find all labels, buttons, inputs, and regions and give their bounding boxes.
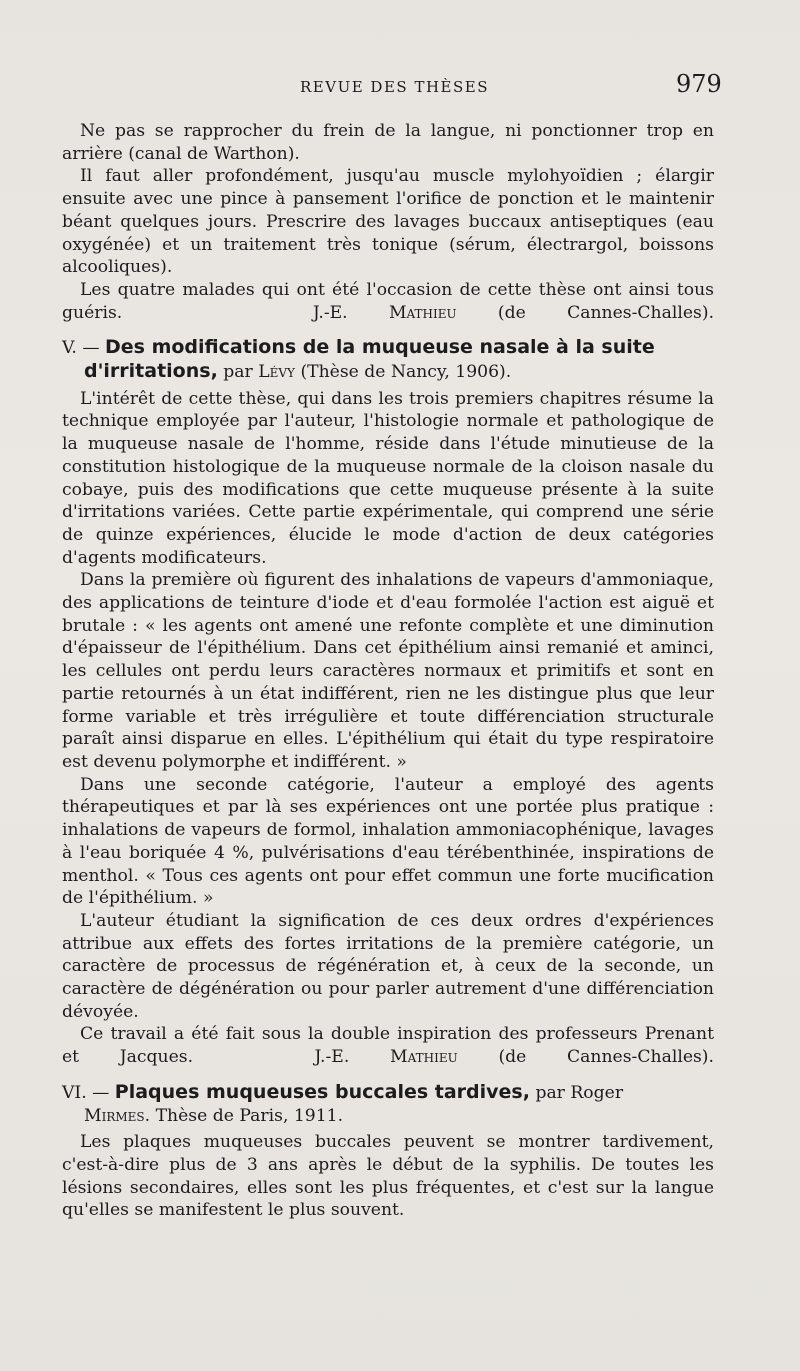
section-number: VI. — (62, 1082, 110, 1103)
paragraph: L'intérêt de cette thèse, qui dans les trois premiers chapitres résume la technique employée par l'auteur, l'histologie normale et pathologique de la muqueuse nasale de l'homme, réside dans l'étude minutieuse de la constitution histologique de la muqueuse normale de la cloison nasale du cobaye, puis des modifications que cette muqueuse présente à la suite d'irritations variées. Cette partie expérimentale, qui comprend une série de quinze expériences, élucide le mode d'action de deux catégories d'agents modificateurs. (62, 388, 714, 568)
signature-place: (de Cannes-Challes). (498, 1047, 714, 1068)
section-title: Plaques muqueuses buccales tardives, (114, 1080, 530, 1103)
paragraph-signed (62, 1023, 714, 1068)
section-author: Lévy (258, 362, 295, 383)
paragraph-signed (62, 279, 714, 324)
paragraph-text: Les quatre malades qui ont été l'occasion de cette thèse ont ainsi tous guéris. (62, 279, 714, 323)
paragraph: Ne pas se rapprocher du frein de la langue, ni ponctionner trop en arrière (canal de Warthon). (62, 121, 714, 164)
signature-place: (de Cannes-Challes). (497, 302, 715, 323)
paragraph: Il faut aller profondément, jusqu'au muscle mylohyoïdien ; élargir ensuite avec une pince à pansement l'orifice de ponction et le maintenir béant quelques jours. Prescrire des lavages buccaux antiseptiques (eau oxygénée) et un traitement très tonique (sérum, électrargol, boissons alcooliques). (62, 166, 714, 278)
section-par: par (223, 362, 253, 383)
section-title: Des modifications de la muqueuse nasale à la suite (105, 336, 655, 359)
paragraph: L'auteur étudiant la signification de ces deux ordres d'expériences attribue aux effets des fortes irritations de la première catégorie, un caractère de processus de régénération et, à ceux de la seconde, un caractère de dégénération ou pour parler autrement d'une différenciation dévoyée. (62, 910, 714, 1022)
paragraph: Dans la première où figurent des inhalations de vapeurs d'ammoniaque, des applications de teinture d'iode et d'eau formolée l'action est aiguë et brutale : « les agents ont amené une refonte complète et une diminution d'épaisseur de l'épithélium. Dans cet épithélium ainsi remanié et aminci, les cellules ont perdu leurs caractères normaux et primitifs et sont en partie retournés à un état indifférent, rien ne les distingue plus que leur forme variable et très irrégulière et toute différenciation structurale paraît ainsi disparue en elles. L'épithélium qui était du type respiratoire est devenu polymorphe et indifférent. » (62, 570, 714, 772)
paragraph: Dans une seconde catégorie, l'auteur a employé des agents thérapeutiques et par là ses expériences ont une portée plus pratique : inhalations de vapeurs de formol, inhalation ammoniacophénique, lavages à l'eau boriquée 4 %, pulvérisations d'eau térébenthinée, inspirations de menthol. « Tous ces agents ont pour effet commun une forte mucification de l'épithélium. » (62, 774, 714, 909)
signature-initials: J.-E. (314, 1047, 350, 1068)
section-author: Mirmes. (84, 1105, 151, 1126)
section-heading (62, 336, 714, 383)
page-body (62, 120, 714, 1222)
signature-name: Mathieu (388, 302, 457, 323)
paragraph-text: Ce travail a été fait sous la double inspiration des professeurs Prenant et Jacques. (62, 1024, 714, 1068)
page-number: 979 (676, 70, 722, 98)
section-number: V. — (62, 338, 100, 359)
signature-initials: J.-E. (312, 302, 348, 323)
section-source: Thèse de Paris, 1911. (155, 1105, 344, 1126)
section-title: d'irritations, (84, 360, 218, 383)
section-heading (62, 1081, 714, 1127)
signature-name: Mathieu (390, 1047, 458, 1068)
paragraph: Les plaques muqueuses buccales peuvent se montrer tardivement, c'est-à-dire plus de 3 ans après le début de la syphilis. De toutes les lésions secondaires, elles sont les plus fréquentes, et c'est sur la langue qu'elles se manifestent le plus souvent. (62, 1132, 714, 1221)
section-source: (Thèse de Nancy, 1906). (300, 362, 512, 383)
page-header (0, 66, 800, 106)
running-title: REVUE DES THÈSES (300, 78, 489, 96)
section-par: par Roger (535, 1082, 624, 1103)
